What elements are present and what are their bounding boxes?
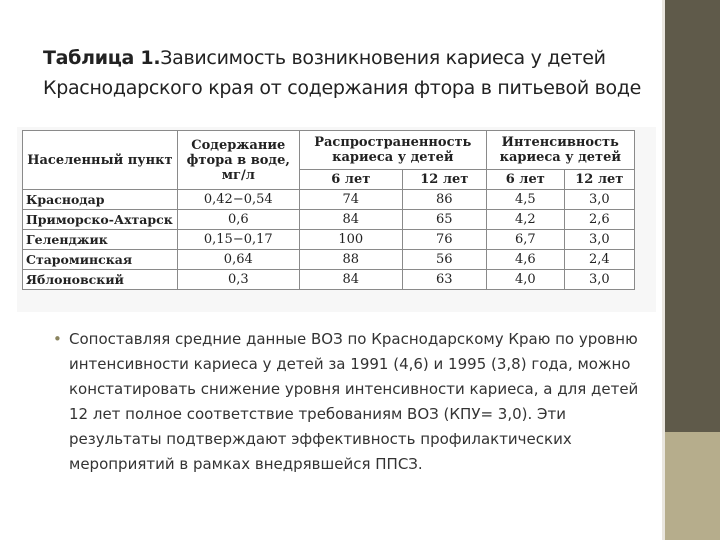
table-label: Таблица 1. [43, 47, 161, 69]
cell-prev12: 76 [402, 230, 486, 250]
cell-prev6: 88 [299, 250, 402, 270]
slide-side-bar [665, 0, 720, 540]
cell-int6: 4,0 [486, 270, 564, 290]
cell-int6: 4,6 [486, 250, 564, 270]
cell-place: Краснодар [23, 190, 178, 210]
slide-title [43, 43, 643, 103]
header-place: Населенный пункт [23, 131, 178, 190]
header-prev-age6: 6 лет [299, 170, 402, 190]
header-prevalence: Распространенность кариеса у детей [299, 131, 486, 170]
cell-place: Староминская [23, 250, 178, 270]
bullet-body: Сопоставляя средние данные ВОЗ по Краснодарскому Краю по уровню интенсивности кариеса у детей за 1991 (4,6) и 1995 (3,8) года, можно констатировать снижение уровня интенсивности кариеса, а для детей 12 лет полное соответствие требованиям ВОЗ (КПУ= 3,0). Эти результаты подтверждают эффективность профилактических мероприятий в рамках внедрявшейся ППСЗ. [69, 330, 639, 473]
cell-int6: 6,7 [486, 230, 564, 250]
cell-int12: 2,4 [564, 250, 634, 270]
table-row [23, 210, 635, 230]
cell-int12: 2,6 [564, 210, 634, 230]
cell-place: Геленджик [23, 230, 178, 250]
cell-prev6: 100 [299, 230, 402, 250]
cell-prev12: 65 [402, 210, 486, 230]
cell-int12: 3,0 [564, 230, 634, 250]
cell-prev6: 84 [299, 270, 402, 290]
table-row [23, 230, 635, 250]
cell-prev6: 74 [299, 190, 402, 210]
fluoride-caries-table [22, 130, 635, 290]
cell-fluoride: 0,3 [177, 270, 299, 290]
cell-prev12: 86 [402, 190, 486, 210]
cell-int12: 3,0 [564, 190, 634, 210]
table-row [23, 250, 635, 270]
cell-prev12: 56 [402, 250, 486, 270]
table-row [23, 190, 635, 210]
side-bar-accent [665, 432, 720, 540]
bullet-paragraph [53, 327, 653, 477]
cell-fluoride: 0,64 [177, 250, 299, 270]
cell-int6: 4,2 [486, 210, 564, 230]
header-intensity: Интенсивность кариеса у детей [486, 131, 634, 170]
title-text: Зависимость возникновения кариеса у детей Краснодарского края от содержания фтора в питьевой воде [43, 47, 642, 99]
cell-place: Приморско-Ахтарск [23, 210, 178, 230]
header-int-age6: 6 лет [486, 170, 564, 190]
cell-fluoride: 0,42−0,54 [177, 190, 299, 210]
cell-int12: 3,0 [564, 270, 634, 290]
cell-place: Яблоновский [23, 270, 178, 290]
header-prev-age12: 12 лет [402, 170, 486, 190]
table-row [23, 270, 635, 290]
cell-fluoride: 0,15−0,17 [177, 230, 299, 250]
bullet-icon: • [53, 330, 62, 348]
data-table-figure [17, 127, 656, 312]
header-int-age12: 12 лет [564, 170, 634, 190]
cell-prev6: 84 [299, 210, 402, 230]
cell-fluoride: 0,6 [177, 210, 299, 230]
cell-int6: 4,5 [486, 190, 564, 210]
header-fluoride: Содержание фтора в воде, мг/л [177, 131, 299, 190]
cell-prev12: 63 [402, 270, 486, 290]
